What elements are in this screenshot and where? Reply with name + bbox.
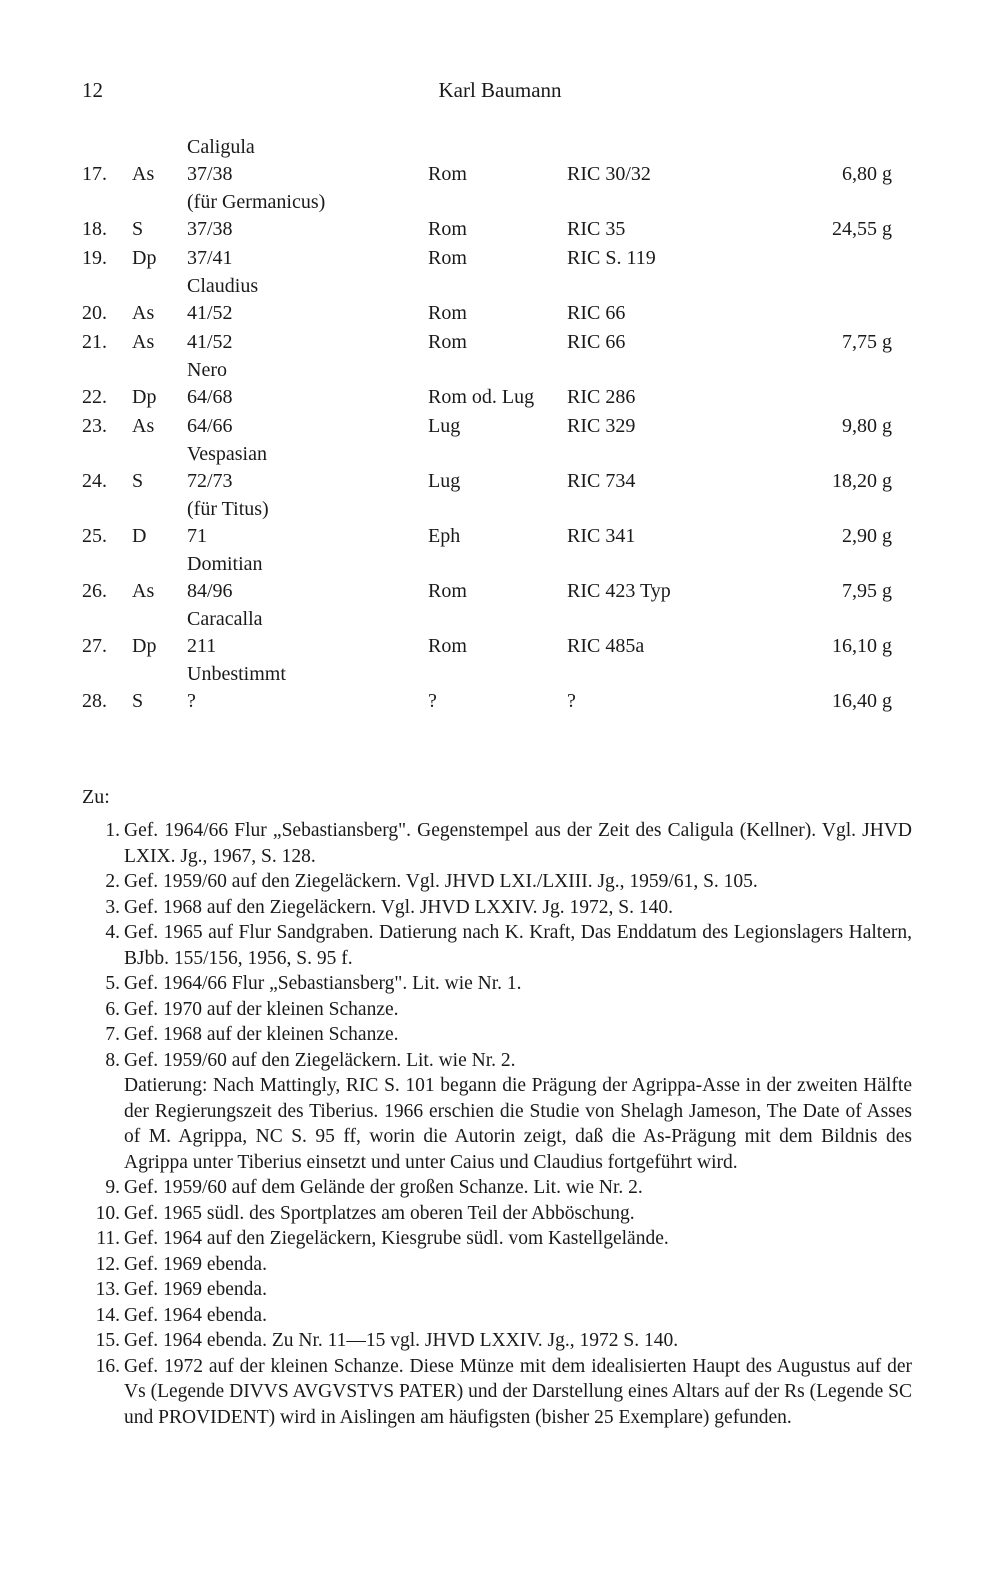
note-item: [82, 971, 912, 997]
coin-date: 72/73: [187, 470, 233, 492]
coin-nominal: Dp: [132, 635, 157, 657]
coin-nominal: D: [132, 525, 147, 547]
note-number: 2.: [105, 871, 120, 892]
coin-nominal: Dp: [132, 386, 157, 408]
ruler-heading: [82, 661, 892, 687]
coin-row: [82, 467, 892, 496]
note-item: [82, 869, 912, 895]
coin-row: [82, 522, 892, 551]
coin-nominal: As: [132, 302, 155, 324]
coin-ric-ref: RIC 35: [567, 218, 626, 240]
coin-row: [82, 215, 892, 244]
coin-weight: 7,75 g: [842, 331, 892, 353]
running-title: Karl Baumann: [438, 78, 562, 102]
ruler-name: Claudius: [187, 275, 259, 297]
coin-weight: 18,20 g: [832, 470, 892, 492]
note-number: 8.: [105, 1049, 120, 1071]
notes-list: [82, 818, 912, 1430]
note-text: Gef. 1959/60 auf dem Gelände der großen Schanze. Lit. wie Nr. 2.: [124, 1177, 643, 1198]
coin-mint: Rom: [428, 163, 467, 185]
ruler-heading: [82, 273, 892, 299]
ruler-heading: [82, 357, 892, 383]
coin-number: 21.: [82, 331, 107, 353]
coin-date: 211: [187, 635, 217, 657]
coin-ric-ref: RIC 30/32: [567, 163, 651, 185]
coin-weight: 16,40 g: [832, 690, 892, 712]
coin-weight: 6,80 g: [842, 163, 892, 185]
coin-mint: Rom: [428, 247, 467, 269]
note-item: [82, 818, 912, 869]
coin-row: [82, 412, 892, 441]
coin-weight: 24,55 g: [832, 218, 892, 240]
coin-mint: Rom: [428, 580, 467, 602]
coin-row: [82, 687, 892, 716]
ruler-name: Caligula: [187, 136, 255, 158]
coin-ric-ref: RIC 734: [567, 470, 636, 492]
ruler-heading: [82, 496, 892, 522]
ruler-heading: [82, 606, 892, 632]
note-number: 6.: [105, 998, 120, 1020]
coin-mint: Eph: [428, 525, 461, 547]
note-text: Gef. 1969 ebenda.: [124, 1279, 267, 1300]
note-item: [82, 1022, 912, 1048]
ruler-heading: [82, 189, 892, 215]
coin-date: 37/38: [187, 218, 233, 240]
coin-number: 28.: [82, 690, 107, 712]
note-text: Gef. 1959/60 auf den Ziegeläckern. Lit. wie Nr. 2.: [124, 1049, 516, 1071]
coin-number: 18.: [82, 218, 107, 240]
coin-nominal: S: [132, 690, 144, 712]
coin-row: [82, 632, 892, 661]
coin-date: 64/66: [187, 415, 233, 437]
coin-mint: Rom: [428, 218, 467, 240]
page-number: 12: [82, 78, 103, 102]
ruler-name: Unbestimmt: [187, 663, 286, 685]
note-text: Gef. 1970 auf der kleinen Schanze.: [124, 998, 399, 1020]
note-number: 15.: [95, 1330, 120, 1351]
note-item: [82, 895, 912, 921]
note-text: Gef. 1959/60 auf den Ziegeläckern. Vgl. JHVD LXI./LXIII. Jg., 1959/61, S. 105.: [124, 871, 758, 892]
note-item: [82, 920, 912, 971]
note-number: 1.: [105, 820, 120, 841]
coin-row: [82, 160, 892, 189]
coin-number: 26.: [82, 580, 107, 602]
notes-label: Zu:: [82, 786, 110, 808]
note-text: Gef. 1969 ebenda.: [124, 1253, 267, 1275]
coin-row: [82, 299, 892, 328]
page-header: [0, 78, 1000, 108]
note-text: Gef. 1965 auf Flur Sandgraben. Datierung nach K. Kraft, Das Enddatum des Legionslagers Haltern, BJbb. 155/156, 1956, S. 95 f.: [124, 922, 912, 969]
coin-mint: Rom: [428, 331, 467, 353]
ruler-heading: [82, 441, 892, 467]
coin-ric-ref: RIC 329: [567, 415, 636, 437]
coin-date: 71: [187, 525, 207, 547]
coin-number: 24.: [82, 470, 107, 492]
note-number: 14.: [95, 1304, 120, 1326]
coin-weight: 16,10 g: [832, 635, 892, 657]
coin-catalogue: [82, 134, 892, 716]
coin-ric-ref: RIC 341: [567, 525, 636, 547]
coin-number: 25.: [82, 525, 107, 547]
ruler-name: Nero: [187, 359, 227, 381]
coin-weight: 2,90 g: [842, 525, 892, 547]
ruler-name: (für Germanicus): [187, 191, 326, 213]
coin-date: 37/41: [187, 247, 233, 269]
coin-number: 23.: [82, 415, 107, 437]
note-number: 12.: [95, 1253, 120, 1275]
note-text: Gef. 1965 südl. des Sportplatzes am oberen Teil der Abböschung.: [124, 1202, 635, 1224]
coin-number: 27.: [82, 635, 107, 657]
note-item: [82, 1328, 912, 1354]
coin-ric-ref: RIC 485a: [567, 635, 645, 657]
coin-nominal: S: [132, 218, 144, 240]
coin-nominal: As: [132, 580, 155, 602]
coin-ric-ref: RIC 423 Typ: [567, 580, 671, 602]
note-item: [82, 1175, 912, 1201]
coin-date: 41/52: [187, 331, 233, 353]
note-text: Gef. 1964 ebenda. Zu Nr. 11—15 vgl. JHVD LXXIV. Jg., 1972 S. 140.: [124, 1330, 679, 1351]
note-number: 16.: [95, 1355, 120, 1377]
coin-weight: 9,80 g: [842, 415, 892, 437]
coin-number: 20.: [82, 302, 107, 324]
note-item: [82, 997, 912, 1023]
coin-date: ?: [187, 690, 196, 712]
note-text: Gef. 1972 auf der kleinen Schanze. Diese Münze mit dem idealisierten Haupt des Augustus auf der Vs (Legende DIVVS AVGVSTVS PATER) und der Darstellung eines Altars auf der Rs (Legende SC und PROVIDENT) wird in Aislingen am häufigsten (bisher 25 Exemplare) gefunden.: [124, 1355, 912, 1428]
coin-ric-ref: ?: [567, 690, 576, 712]
coin-date: 37/38: [187, 163, 233, 185]
coin-row: [82, 577, 892, 606]
coin-date: 64/68: [187, 386, 233, 408]
coin-mint: Rom od. Lug: [428, 386, 535, 408]
coin-row: [82, 244, 892, 273]
note-text: Gef. 1968 auf den Ziegeläckern. Vgl. JHVD LXXIV. Jg. 1972, S. 140.: [124, 896, 673, 918]
coin-number: 22.: [82, 386, 107, 408]
note-number: 13.: [95, 1279, 120, 1300]
coin-number: 17.: [82, 163, 107, 185]
coin-ric-ref: RIC 286: [567, 386, 636, 408]
coin-date: 41/52: [187, 302, 233, 324]
coin-weight: 7,95 g: [842, 580, 892, 602]
note-number: 5.: [105, 973, 120, 994]
coin-nominal: As: [132, 415, 155, 437]
coin-ric-ref: RIC S. 119: [567, 247, 656, 269]
note-text: Gef. 1964/66 Flur „Sebastiansberg". Gegenstempel aus der Zeit des Caligula (Kellner). Vgl. JHVD LXIX. Jg., 1967, S. 128.: [124, 820, 912, 867]
note-item: [82, 1303, 912, 1329]
coin-row: [82, 383, 892, 412]
coin-ric-ref: RIC 66: [567, 302, 626, 324]
ruler-name: Caracalla: [187, 608, 263, 630]
note-number: 9.: [105, 1177, 120, 1198]
coin-nominal: As: [132, 163, 155, 185]
ruler-name: Domitian: [187, 553, 263, 575]
note-text: Gef. 1964 ebenda.: [124, 1304, 267, 1326]
note-number: 4.: [105, 922, 120, 943]
coin-number: 19.: [82, 247, 107, 269]
coin-mint: Lug: [428, 470, 461, 492]
coin-mint: Rom: [428, 635, 467, 657]
note-item: [82, 1252, 912, 1278]
note-number: 10.: [95, 1202, 120, 1224]
coin-nominal: Dp: [132, 247, 157, 269]
coin-mint: Rom: [428, 302, 467, 324]
ruler-heading: [82, 551, 892, 577]
note-text: Gef. 1964 auf den Ziegeläckern, Kiesgrube südl. vom Kastellgelände.: [124, 1228, 669, 1249]
note-item: [82, 1354, 912, 1431]
ruler-name: Vespasian: [187, 443, 267, 465]
note-item: [82, 1048, 912, 1176]
coin-mint: ?: [428, 690, 437, 712]
note-number: 7.: [105, 1024, 120, 1045]
ruler-heading: [82, 134, 892, 160]
ruler-name: (für Titus): [187, 498, 269, 520]
note-text: Gef. 1968 auf der kleinen Schanze.: [124, 1024, 399, 1045]
coin-row: [82, 328, 892, 357]
coin-date: 84/96: [187, 580, 233, 602]
coin-mint: Lug: [428, 415, 461, 437]
note-item: [82, 1201, 912, 1227]
note-text: Gef. 1964/66 Flur „Sebastiansberg". Lit. wie Nr. 1.: [124, 973, 522, 994]
note-number: 11.: [96, 1228, 120, 1249]
note-extra-text: Datierung: Nach Mattingly, RIC S. 101 begann die Prägung der Agrippa-Asse in der zweiten Hälfte der Regierungszeit des Tiberius. 1966 erschien die Studie von Shelagh Jameson, The Date of Asses of M. Agrippa, NC S. 95 ff, worin die Autorin zeigt, daß die As-Prägung mit dem Bildnis des Agrippa unter Tiberius einsetzt und unter Caius und Claudius fortgeführt wird.: [124, 1075, 912, 1173]
note-number: 3.: [105, 896, 120, 918]
note-item: [82, 1226, 912, 1252]
coin-nominal: S: [132, 470, 144, 492]
coin-nominal: As: [132, 331, 155, 353]
note-item: [82, 1277, 912, 1303]
coin-ric-ref: RIC 66: [567, 331, 626, 353]
